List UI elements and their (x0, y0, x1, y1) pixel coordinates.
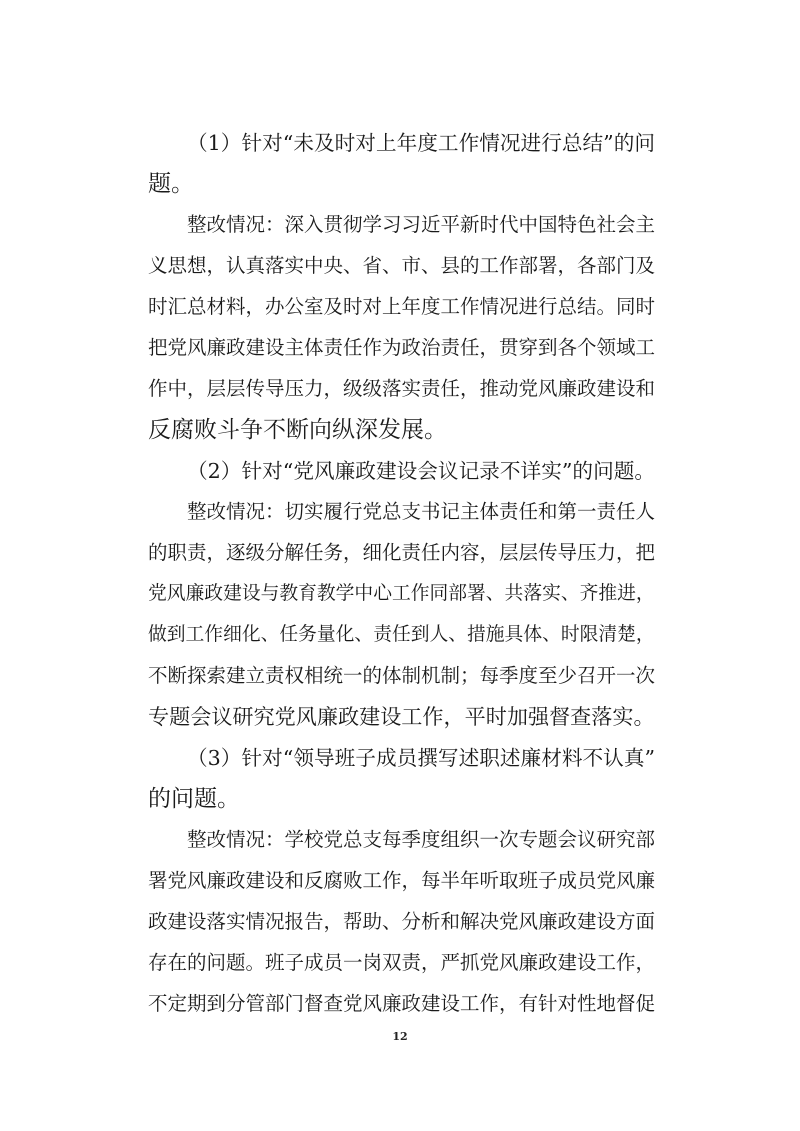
section-3-rectification-line-2: 署党风廉政建设和反腐败工作，每半年听取班子成员党风廉 (148, 869, 656, 892)
section-3-rectification-line-4: 存在的问题。班子成员一岗双责，严抓党风廉政建设工作， (148, 951, 656, 974)
section-2-rectification-line-5: 不断探索建立责权相统一的体制机制；每季度至少召开一次 (148, 664, 656, 687)
section-3-rectification-line-3: 政建设落实情况报告，帮助、分析和解决党风廉政建设方面 (148, 910, 656, 933)
section-3-rectification-line-5: 不定期到分管部门督查党风廉政建设工作，有针对性地督促 (148, 992, 656, 1015)
section-2-rectification-line-2: 的职责，逐级分解任务，细化责任内容，层层传导压力，把 (148, 541, 656, 564)
section-2-rectification-line-3: 党风廉政建设与教育教学中心工作同部署、共落实、齐推进， (148, 583, 655, 604)
section-1-rectification-line-4: 把党风廉政建设主体责任作为政治责任，贯穿到各个领域工 (148, 336, 656, 359)
section-2-rectification-line-6: 专题会议研究党风廉政建设工作，平时加强督查落实。 (148, 704, 655, 729)
page-number: 12 (392, 1030, 408, 1043)
section-1-rectification-line-1: 整改情况：深入贯彻学习习近平新时代中国特色社会主 (187, 213, 656, 236)
section-3-rectification-line-1: 整改情况：学校党总支每季度组织一次专题会议研究部 (187, 828, 656, 851)
section-3-heading-line-1: （3）针对“领导班子成员撰写述职述廉材料不认真” (187, 746, 656, 770)
section-2-heading-line: （2）针对“党风廉政建设会议记录不详实”的问题。 (187, 459, 656, 483)
section-1-rectification-line-5: 作中，层层传导压力，级级落实责任，推动党风廉政建设和 (148, 377, 656, 400)
section-1-rectification-line-2: 义思想，认真落实中央、省、市、县的工作部署，各部门及 (148, 254, 656, 277)
section-1-heading-line-1: （1）针对“未及时对上年度工作情况进行总结”的问 (187, 131, 656, 155)
section-2-rectification-line-4: 做到工作细化、任务量化、责任到人、措施具体、时限清楚， (148, 624, 655, 645)
section-1-rectification-line-6: 反腐败斗争不断向纵深发展。 (148, 417, 447, 443)
section-1-heading-line-2: 题。 (148, 171, 194, 197)
section-3-heading-line-2: 的问题。 (148, 786, 240, 812)
section-2-rectification-line-1: 整改情况：切实履行党总支书记主体责任和第一责任人 (187, 500, 656, 523)
section-1-rectification-line-3: 时汇总材料，办公室及时对上年度工作情况进行总结。同时 (148, 295, 656, 318)
